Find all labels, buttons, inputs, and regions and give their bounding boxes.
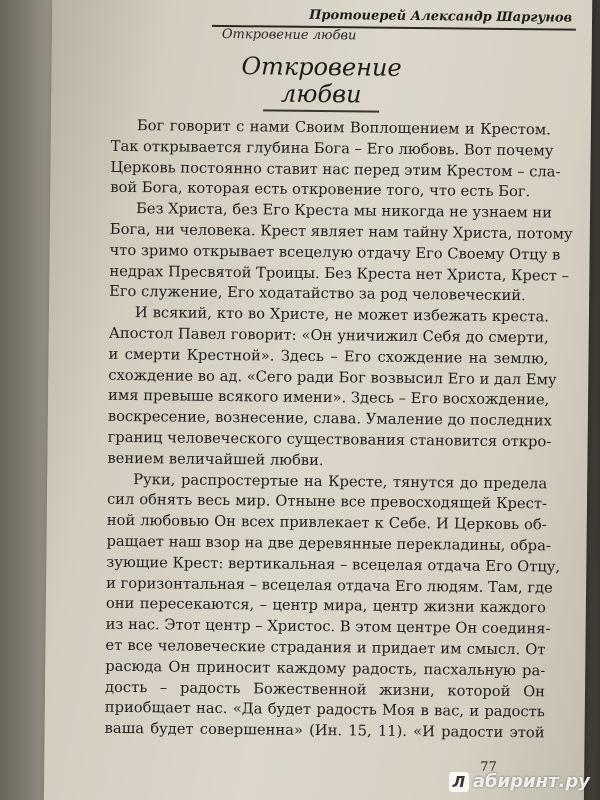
header-chapter: Откровение любви: [221, 26, 357, 44]
page-number: 77: [480, 759, 497, 775]
text-line: И всякий, кто во Христе, не может избежать креста.: [134, 304, 550, 326]
text-line: и горизонтальная – всецелая отдача Его людям. Там, где: [106, 574, 553, 596]
text-line: Бог говорит с нами Своим Воплощением и Крестом.: [136, 117, 551, 139]
text-line: Апостол Павел говорит: «Он уничижил Себя до смерти,: [108, 324, 549, 347]
text-line: вением величайшей любви.: [107, 449, 324, 469]
text-line: ращает наш взор на две деревянные перекладины, обра-: [106, 532, 551, 555]
chapter-title: [161, 52, 482, 109]
text-line: Бога, ни человека. Крест являет нам тайну Христа, потому: [109, 220, 573, 243]
text-line: сил обнять весь мир. Отныне все превосходящей Крест-: [106, 491, 548, 513]
text-line: ет все человеческие страдания и придает им смысл. От: [105, 636, 546, 659]
text-line: зующие Крест: вертикальная – всецелая отдача Его Отцу,: [106, 553, 561, 576]
text-line: вой Бога, которая есть откровение того, что есть Бог.: [110, 179, 531, 201]
text-line: границ человеческого существования становится откро-: [107, 428, 552, 451]
body-text: [104, 116, 573, 744]
chapter-title-line-1: Откровение: [241, 52, 402, 82]
text-line: Церковь постоянно ставит нас перед этим Крестом – сла-: [110, 158, 561, 181]
running-header: [212, 7, 582, 47]
book-page: [44, 0, 593, 800]
title-underline: [263, 109, 379, 112]
chapter-title-line-2: любви: [280, 79, 362, 109]
header-author: Протоиерей Александр Шаргунов: [309, 7, 573, 26]
text-line: что зримо открывает всецелую отдачу Его Своему Отцу в: [109, 241, 561, 264]
text-line: из нас. Этот центр – Христос. В этом центре Он соединя-: [105, 615, 551, 638]
text-line: Руки, распростертые на Кресте, тянутся до предела: [133, 470, 548, 492]
text-line: Его служение, Его ходатайство за род человеческий.: [109, 283, 526, 305]
text-line: Без Христа, без Его Креста мы никогда не узнаем ни: [135, 200, 553, 222]
text-line: воскресение, вознесение, слава. Умаление до последних: [107, 407, 552, 430]
watermark-icon: Л: [449, 772, 469, 792]
watermark-logo: [449, 771, 590, 792]
text-line: схождение во ад. «Сего ради Бог возвысил Его и дал Ему: [108, 366, 557, 389]
text-line: и смерти Крестной». Здесь – Его схождение на землю,: [108, 345, 549, 368]
text-line: ной любовью Он всех привлекает к Себе. И Церковь об-: [106, 511, 547, 534]
text-line: дость – радость Божественной жизни, которой Он: [104, 678, 546, 700]
text-line: они пересекаются, – центр мира, центр жизни каждого: [105, 595, 546, 617]
watermark-text: абиринт.ру: [472, 771, 590, 792]
text-line: имя превыше всякого имени». Здесь – Его восхождение,: [107, 387, 550, 409]
text-line: расюда Он приносит каждому радость, пасхальную ра-: [105, 657, 546, 680]
text-line: ваша будет совершенна» (Ин. 15, 11). «И радости этой: [104, 719, 545, 742]
text-line: приобщает нас. «Да будет радость Моя в вас, и радость: [104, 699, 545, 721]
text-line: недрах Пресвятой Троицы. Без Креста нет Христа, Крест –: [109, 262, 570, 285]
text-line: Так открывается глубина Бога – Его любовь. Вот почему: [110, 137, 554, 160]
